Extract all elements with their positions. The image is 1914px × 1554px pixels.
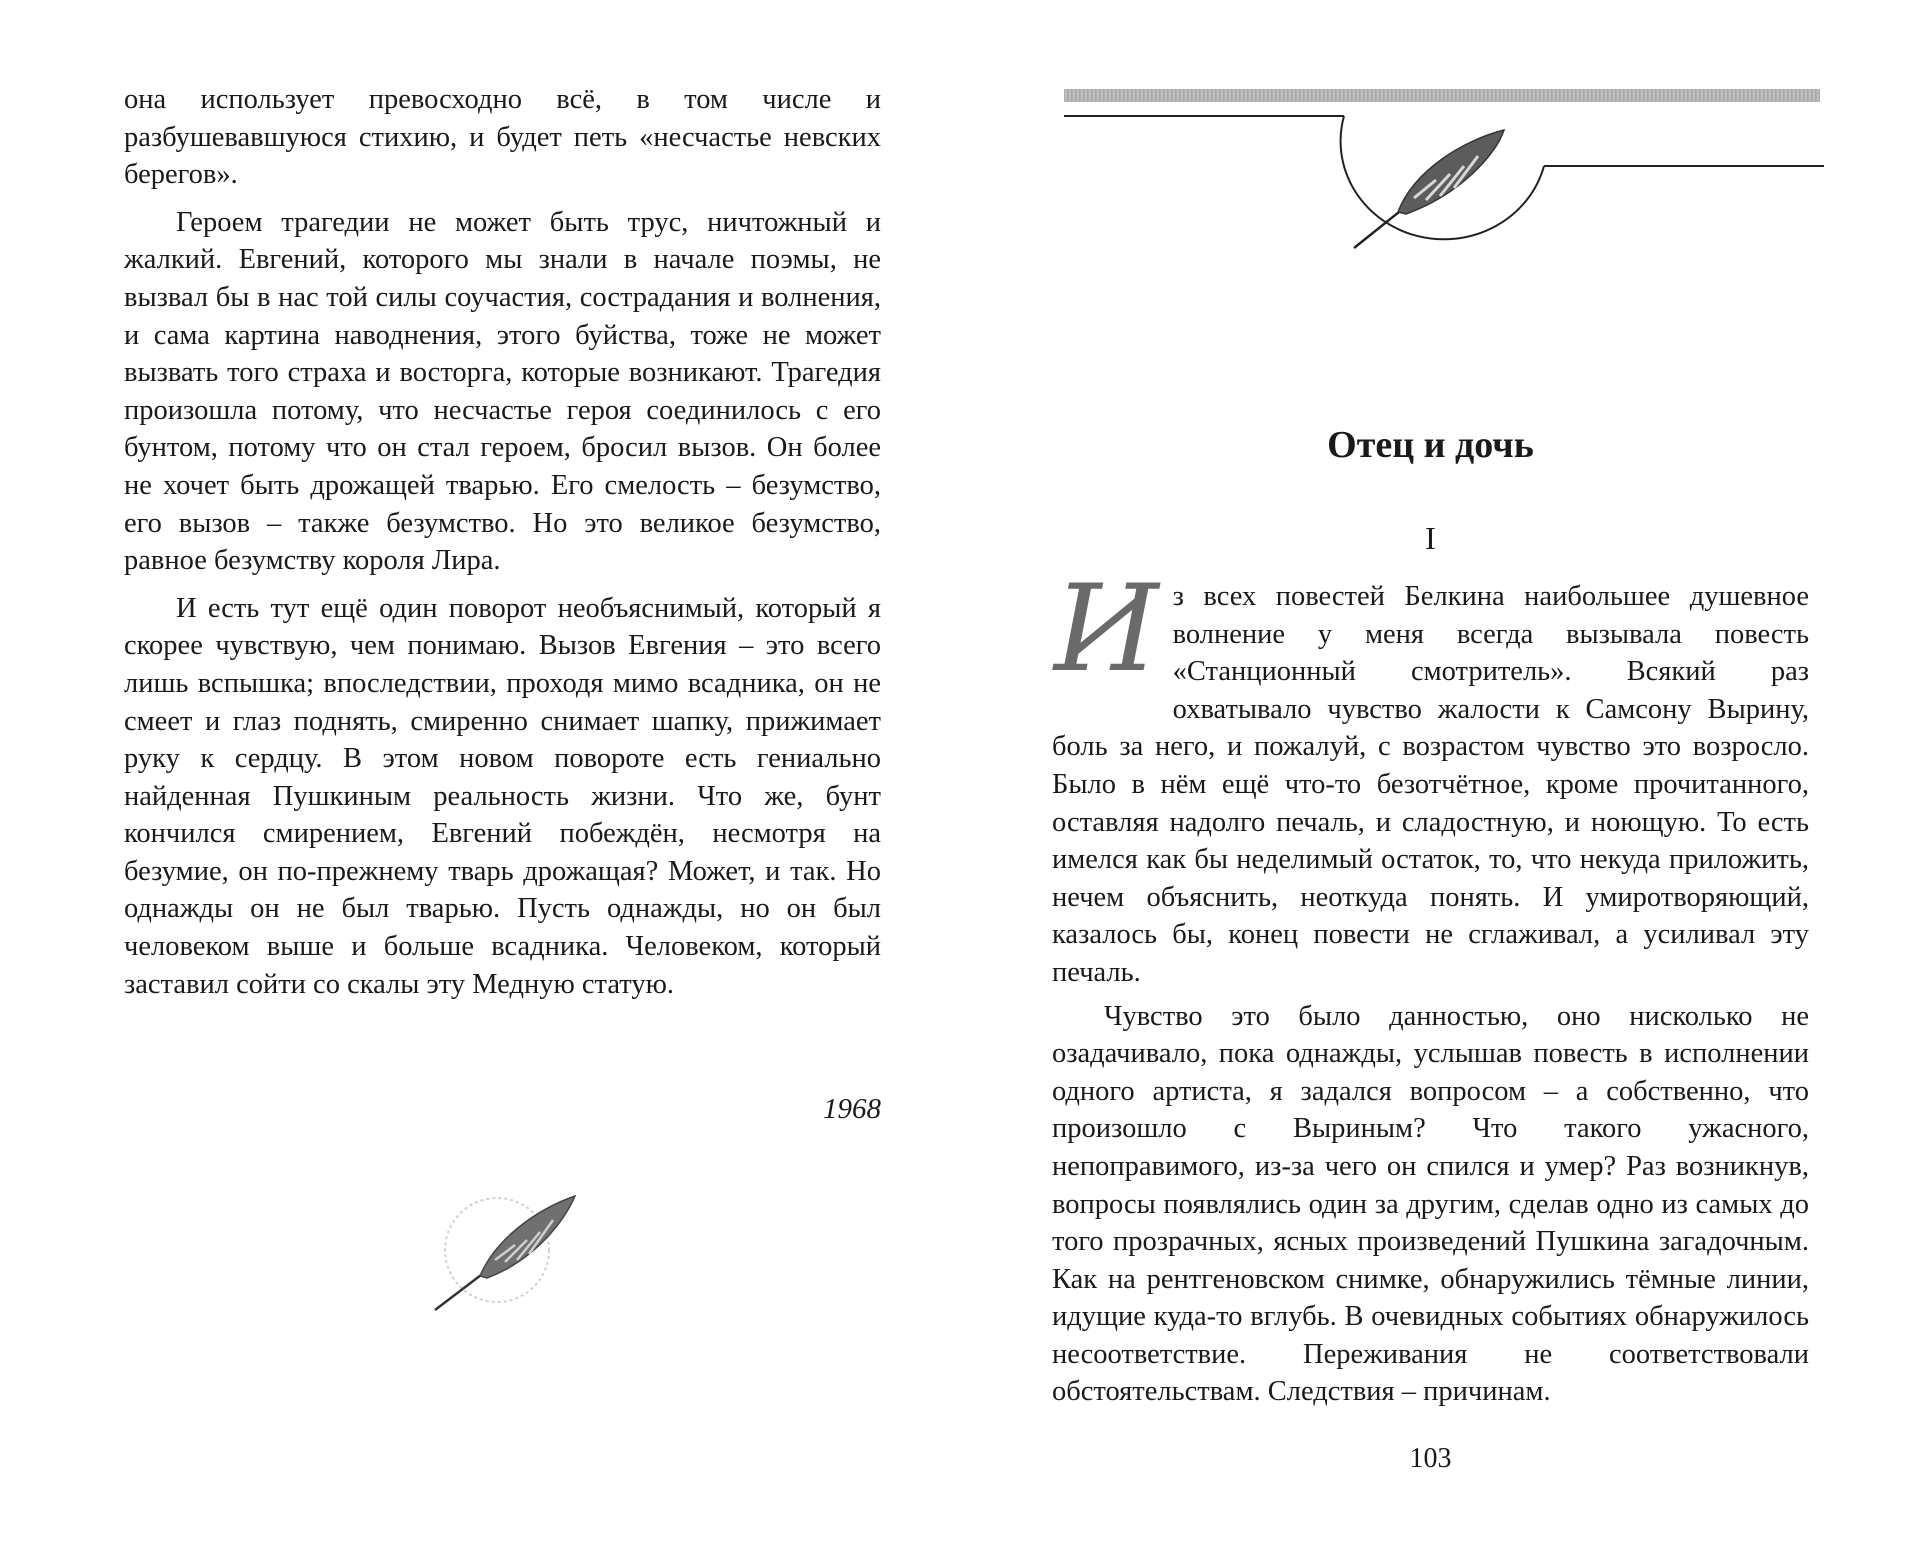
quill-feather-icon	[425, 1190, 585, 1320]
drop-cap: И	[1054, 560, 1159, 699]
chapter-number: I	[1425, 520, 1436, 556]
left-paragraph-2: Героем трагедии не может быть трус, ничтожный и жалкий. Евгений, которого мы знали в начале поэмы, не вызвал бы в нас той силы соучастия, сострадания и волнения, и сама картина наводнения, этого буйства, тоже не может вызвать того страха и восторга, которые возникают. Трагедия произошла потому, что несчастье героя соединилось с его бунтом, потому что он стал героем, бросил вызов. Он более не хочет быть дрожащей тварью. Его смелость – безумство, его вызов – также безумство. Но это великое безумство, равное безумству короля Лира.	[124, 206, 881, 577]
header-ornament	[1064, 100, 1824, 300]
right-text-column	[1052, 560, 1809, 1411]
right-paragraph-1: з всех повестей Белкина наибольшее душевное волнение у меня всегда вызывала повесть «Станционный смотритель». Всякий раз охватывало чувство жалости к Самсону Вырину, боль за него, и пожалуй, с возрастом чувство это возросло. Было в нём ещё что-то безотчётное, кроме прочитанного, оставляя надолго печаль, и сладостную, и ноющую. То есть имелся как бы неделимый остаток, то, что некуда приложить, нечем объяснить, неоткуда понять. И умиротворяющий, казалось бы, конец повести не сглаживал, а усиливал эту печаль.	[1052, 581, 1809, 988]
story-title: Отец и дочь	[1327, 424, 1534, 466]
page-number: 103	[1409, 1443, 1452, 1474]
left-paragraph-3: И есть тут ещё один поворот необъяснимый, который я скорее чувствую, чем понимаю. Вызов Евгения – это всего лишь вспышка; впоследствии, проходя мимо всадника, он не смеет и глаз поднять, смиренно снимает шапку, прижимает руку к сердцу. В этом новом повороте есть гениально найденная Пушкиным реальность жизни. Что же, бунт кончился смирением, Евгений побеждён, несмотря на безумие, он по-прежнему тварь дрожащая? Может, и так. Но однажды он не был тварью. Пусть однажды, но он был человеком выше и больше всадника. Человеком, который заставил сойти со скалы эту Медную статую.	[124, 592, 881, 1000]
left-text-column	[124, 81, 881, 1003]
right-page	[957, 0, 1914, 1554]
right-paragraph-2: Чувство это было данностью, оно нисколько не озадачивало, пока однажды, услышав повесть в исполнении одного артиста, я задался вопросом – а собственно, что произошло с Выриным? Что такого ужасного, непоправимого, из-за чего он спился и умер? Раз возникнув, вопросы появлялись один за другим, сделав одно из самых до того прозрачных, ясных произведений Пушкина загадочным. Как на рентгеновском снимке, обнаружились тёмные линии, идущие куда-то вглубь. В очевидных событиях обнаружилось несоответствие. Переживания не соответствовали обстоятельствам. Следствия – причинам.	[1052, 1000, 1809, 1408]
left-paragraph-1: она использует превосходно всё, в том числе и разбушевавшуюся стихию, и будет петь «несчастье невских берегов».	[124, 84, 881, 191]
quill-feather-icon	[1354, 130, 1504, 248]
essay-year: 1968	[823, 1093, 881, 1125]
